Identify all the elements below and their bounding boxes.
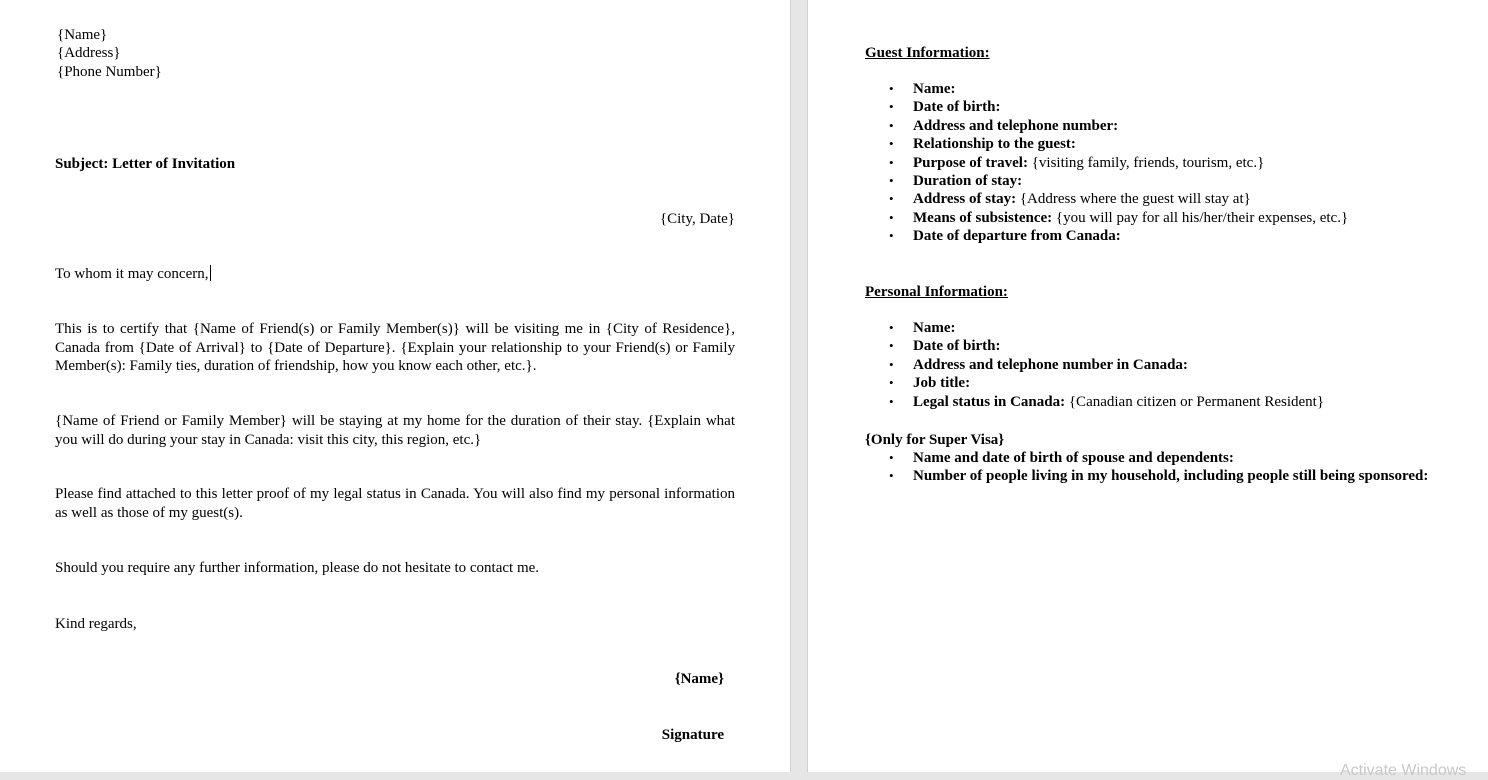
job-title-label: Job title: <box>913 375 971 392</box>
guest-dob-label: Date of birth: <box>913 99 1001 116</box>
legal-status-label: Legal status in Canada: <box>913 393 1066 410</box>
purpose-of-travel-value: {visiting family, friends, tourism, etc.} <box>1031 154 1265 171</box>
list-item <box>865 190 1348 208</box>
list-item <box>865 374 1324 392</box>
list-item <box>865 209 1348 227</box>
duration-of-stay-label: Duration of stay: <box>913 173 1023 190</box>
address-of-stay-value: {Address where the guest will stay at} <box>1019 191 1251 208</box>
list-item <box>865 467 1428 485</box>
guest-info-list <box>865 80 1348 246</box>
guest-info-heading: Guest Information: <box>865 45 990 61</box>
list-item <box>865 117 1348 135</box>
legal-status-value: {Canadian citizen or Permanent Resident} <box>1068 393 1325 410</box>
sender-name: {Name} <box>57 27 108 43</box>
means-of-subsistence-label: Means of subsistence: <box>913 209 1053 226</box>
salutation: To whom it may concern, <box>55 266 209 282</box>
activation-watermark: Activate Windows <box>1340 762 1467 779</box>
personal-info-list <box>865 319 1324 411</box>
body-paragraph-3: Please find attached to this letter proof of my legal status in Canada. You will also find my personal information as well as those of my guest(s). <box>55 486 735 521</box>
address-of-stay-label: Address of stay: <box>913 191 1017 208</box>
household-size-label: Number of people living in my household, including people still being sponsored: <box>913 468 1429 485</box>
city-date: {City, Date} <box>659 211 735 227</box>
closing: Kind regards, <box>55 616 137 632</box>
purpose-of-travel-label: Purpose of travel: <box>913 154 1028 171</box>
personal-name-label: Name: <box>913 320 956 336</box>
means-of-subsistence-value: {you will pay for all his/her/their expenses, etc.} <box>1055 209 1349 226</box>
super-visa-list <box>865 449 1428 486</box>
departure-date-label: Date of departure from Canada: <box>913 228 1121 245</box>
personal-dob-label: Date of birth: <box>913 338 1001 355</box>
guest-relationship-label: Relationship to the guest: <box>913 136 1076 153</box>
body-paragraph-2: {Name of Friend or Family Member} will be staying at my home for the duration of their stay. {Explain what you will do during your stay in Canada: visit this city, this region, etc.} <box>55 413 735 448</box>
list-item <box>865 449 1428 467</box>
guest-name-label: Name: <box>913 81 956 97</box>
list-item <box>865 356 1324 374</box>
signature-name: {Name} <box>674 671 724 687</box>
super-visa-heading: {Only for Super Visa} <box>865 432 1005 448</box>
list-item <box>865 80 1348 98</box>
body-paragraph-1: This is to certify that {Name of Friend(s) or Family Member(s)} will be visiting me in {City of Residence}, Canada from {Date of Arrival} to {Date of Departure}. {Explain your relationship to your Friend(s) or Family Member(s): Family ties, duration of friendship, how you know each other, etc.}. <box>55 321 735 374</box>
salutation-line <box>55 265 211 283</box>
body-paragraph-4: Should you require any further information, please do not hesitate to contact me. <box>55 560 540 576</box>
list-item <box>865 172 1348 190</box>
text-cursor <box>210 265 211 281</box>
sender-address: {Address} <box>57 45 121 61</box>
list-item <box>865 337 1324 355</box>
personal-address-phone-label: Address and telephone number in Canada: <box>913 356 1188 373</box>
letter-subject: Subject: Letter of Invitation <box>55 156 236 172</box>
list-item <box>865 135 1348 153</box>
list-item <box>865 154 1348 172</box>
spouse-dependents-label: Name and date of birth of spouse and dependents: <box>913 450 1234 466</box>
personal-info-heading: Personal Information: <box>865 284 1008 300</box>
page-gutter <box>790 0 808 772</box>
list-item <box>865 393 1324 411</box>
document-page-right[interactable] <box>808 0 1488 772</box>
list-item <box>865 319 1324 337</box>
list-item <box>865 98 1348 116</box>
list-item <box>865 227 1348 245</box>
sender-phone: {Phone Number} <box>57 64 162 80</box>
guest-address-phone-label: Address and telephone number: <box>913 117 1119 134</box>
signature-label: Signature <box>661 727 724 743</box>
